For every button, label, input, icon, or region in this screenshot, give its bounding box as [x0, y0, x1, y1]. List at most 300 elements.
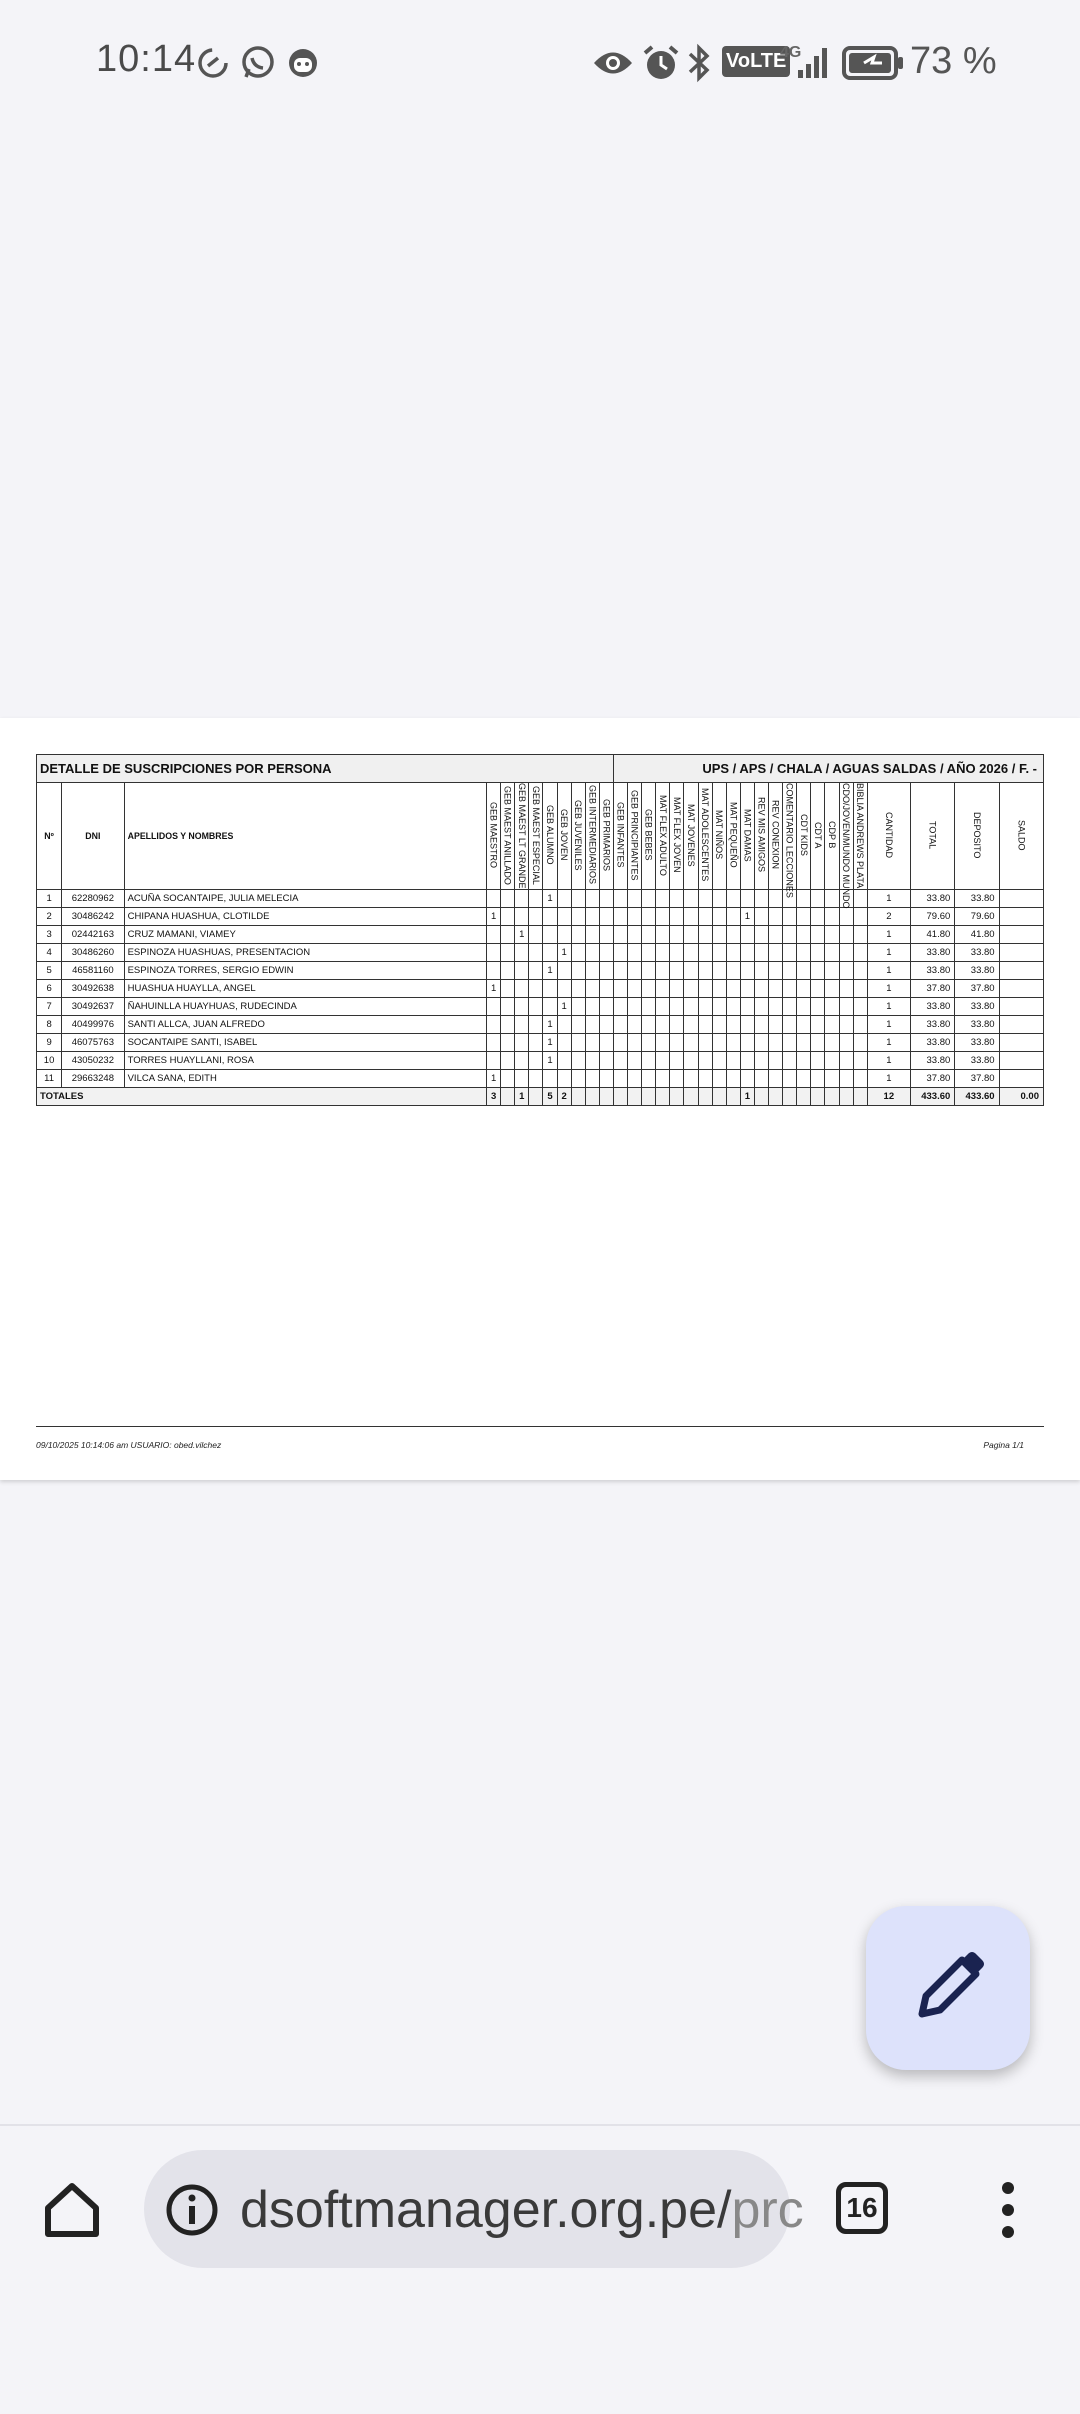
- row-mark: [783, 962, 797, 980]
- row-mark: [769, 1016, 783, 1034]
- totals-mark: [501, 1088, 515, 1106]
- browser-toolbar: [0, 2124, 1080, 2414]
- row-mark: [797, 1070, 811, 1088]
- header-name: APELLIDOS Y NOMBRES: [124, 783, 486, 890]
- bluetooth-icon: [686, 44, 712, 82]
- row-mark: [811, 890, 825, 908]
- row-mark: [726, 1070, 740, 1088]
- row-mark: 1: [543, 1016, 557, 1034]
- footer-divider: [36, 1426, 1044, 1427]
- row-mark: [825, 998, 839, 1016]
- table-row: [37, 908, 1044, 926]
- header-col: [740, 783, 754, 890]
- row-deposito: 33.80: [955, 962, 999, 980]
- table-row: [37, 944, 1044, 962]
- row-cantidad: 1: [867, 962, 910, 980]
- row-name: TORRES HUAYLLANI, ROSA: [124, 1052, 486, 1070]
- report-title: DETALLE DE SUSCRIPCIONES POR PERSONA: [37, 755, 614, 783]
- header-col-label: CDT A: [812, 821, 823, 849]
- row-total: 33.80: [910, 1052, 954, 1070]
- clock: 10:14: [96, 38, 197, 80]
- row-mark: [642, 998, 656, 1016]
- header-col: [557, 783, 571, 890]
- url-rest: prc: [731, 2181, 804, 2239]
- header-col-label: GEB MAEST ANILLADO: [502, 785, 513, 885]
- header-col-label: GEB MAESTRO: [488, 801, 499, 868]
- header-col: [684, 783, 698, 890]
- row-cantidad: 2: [867, 908, 910, 926]
- row-mark: [839, 1070, 853, 1088]
- row-mark: [726, 926, 740, 944]
- row-mark: [501, 1070, 515, 1088]
- row-mark: 1: [543, 1034, 557, 1052]
- row-mark: [797, 908, 811, 926]
- row-deposito: 37.80: [955, 980, 999, 998]
- header-col: [642, 783, 656, 890]
- header-col: [628, 783, 642, 890]
- row-mark: [797, 1016, 811, 1034]
- header-deposito-label: DEPOSITO: [971, 811, 982, 859]
- row-mark: [656, 980, 670, 998]
- row-dni: 02442163: [62, 926, 124, 944]
- row-mark: [529, 908, 543, 926]
- row-dni: 62280962: [62, 890, 124, 908]
- totals-mark: 1: [740, 1088, 754, 1106]
- row-mark: [571, 962, 585, 980]
- site-info-icon[interactable]: [164, 2182, 220, 2238]
- row-mark: [614, 944, 628, 962]
- row-mark: [754, 1016, 768, 1034]
- row-mark: [698, 926, 712, 944]
- row-mark: [642, 944, 656, 962]
- row-mark: [642, 1016, 656, 1034]
- row-mark: [571, 944, 585, 962]
- row-mark: [614, 926, 628, 944]
- row-mark: [839, 1034, 853, 1052]
- row-mark: [684, 980, 698, 998]
- row-mark: [585, 1070, 599, 1088]
- row-mark: [515, 1016, 529, 1034]
- header-col-label: MAT PEQUEÑO: [728, 802, 739, 868]
- address-bar[interactable]: [144, 2150, 804, 2268]
- row-mark: [501, 962, 515, 980]
- header-cantidad: [867, 783, 910, 890]
- row-mark: [529, 1034, 543, 1052]
- row-mark: [501, 926, 515, 944]
- header-col-label: MAT DAMAS: [742, 808, 753, 862]
- row-mark: [501, 944, 515, 962]
- header-num: Nº: [37, 783, 62, 890]
- row-mark: [853, 1016, 867, 1034]
- row-cantidad: 1: [867, 926, 910, 944]
- row-mark: [783, 1034, 797, 1052]
- row-mark: [614, 962, 628, 980]
- row-mark: [585, 890, 599, 908]
- row-mark: [501, 1052, 515, 1070]
- header-col: [853, 783, 867, 890]
- row-mark: [656, 890, 670, 908]
- row-mark: [726, 944, 740, 962]
- totals-mark: [853, 1088, 867, 1106]
- more-menu-icon[interactable]: [990, 2178, 1026, 2242]
- row-mark: [853, 1034, 867, 1052]
- row-mark: [754, 926, 768, 944]
- row-name: CHIPANA HUASHUA, CLOTILDE: [124, 908, 486, 926]
- row-mark: [656, 1052, 670, 1070]
- row-name: ESPINOZA HUASHUAS, PRESENTACION: [124, 944, 486, 962]
- row-mark: [656, 1070, 670, 1088]
- header-deposito: [955, 783, 999, 890]
- row-mark: [698, 1016, 712, 1034]
- header-col: [501, 783, 515, 890]
- row-name: CRUZ MAMANI, VIAMEY: [124, 926, 486, 944]
- header-col-label: GEB INFANTES: [615, 802, 626, 868]
- row-mark: [853, 998, 867, 1016]
- row-total: 33.80: [910, 962, 954, 980]
- row-mark: 1: [543, 1052, 557, 1070]
- row-num: 11: [37, 1070, 62, 1088]
- row-mark: 1: [487, 908, 501, 926]
- row-mark: [571, 908, 585, 926]
- table-row: [37, 926, 1044, 944]
- row-mark: [754, 1034, 768, 1052]
- row-mark: [628, 890, 642, 908]
- header-col-label: GEB PRIMARIOS: [601, 798, 612, 871]
- row-mark: [670, 980, 684, 998]
- row-mark: [670, 908, 684, 926]
- row-mark: [557, 962, 571, 980]
- row-mark: [769, 1070, 783, 1088]
- row-mark: [529, 944, 543, 962]
- row-mark: [571, 998, 585, 1016]
- row-total: 33.80: [910, 1034, 954, 1052]
- row-mark: [515, 1052, 529, 1070]
- url-text[interactable]: [240, 2180, 804, 2240]
- header-col: [656, 783, 670, 890]
- row-mark: [529, 998, 543, 1016]
- row-mark: [825, 926, 839, 944]
- row-mark: [571, 980, 585, 998]
- row-mark: [839, 962, 853, 980]
- row-mark: [769, 1052, 783, 1070]
- row-saldo: [999, 944, 1043, 962]
- row-mark: [740, 944, 754, 962]
- totals-saldo: 0.00: [999, 1088, 1043, 1106]
- row-mark: [599, 944, 613, 962]
- row-mark: [754, 962, 768, 980]
- totals-mark: [712, 1088, 726, 1106]
- row-mark: [614, 1052, 628, 1070]
- totals-mark: [769, 1088, 783, 1106]
- row-mark: [783, 908, 797, 926]
- row-mark: [670, 1070, 684, 1088]
- row-deposito: 33.80: [955, 1034, 999, 1052]
- header-col: [726, 783, 740, 890]
- row-mark: [599, 1034, 613, 1052]
- row-mark: [769, 1034, 783, 1052]
- header-saldo-label: SALDO: [1016, 819, 1027, 851]
- face-icon: [286, 46, 320, 80]
- row-mark: [656, 944, 670, 962]
- row-mark: [628, 962, 642, 980]
- totals-mark: [783, 1088, 797, 1106]
- row-total: 33.80: [910, 944, 954, 962]
- row-mark: [599, 926, 613, 944]
- row-mark: [515, 980, 529, 998]
- row-mark: [769, 926, 783, 944]
- row-mark: [599, 1070, 613, 1088]
- row-mark: [797, 890, 811, 908]
- row-mark: [515, 998, 529, 1016]
- row-mark: [670, 998, 684, 1016]
- row-mark: 1: [740, 908, 754, 926]
- row-dni: 30486260: [62, 944, 124, 962]
- row-mark: [515, 1070, 529, 1088]
- row-mark: [726, 1034, 740, 1052]
- row-mark: [783, 1016, 797, 1034]
- row-mark: [797, 980, 811, 998]
- header-col: [754, 783, 768, 890]
- row-mark: [628, 1070, 642, 1088]
- row-mark: [571, 1034, 585, 1052]
- row-mark: [642, 1070, 656, 1088]
- row-mark: [585, 944, 599, 962]
- row-dni: 40499976: [62, 1016, 124, 1034]
- row-mark: [726, 998, 740, 1016]
- row-mark: [487, 1034, 501, 1052]
- row-mark: [684, 998, 698, 1016]
- totals-mark: [571, 1088, 585, 1106]
- header-col: [529, 783, 543, 890]
- row-mark: [726, 1016, 740, 1034]
- row-mark: [585, 908, 599, 926]
- totals-mark: 3: [487, 1088, 501, 1106]
- row-mark: [599, 1016, 613, 1034]
- row-dni: 30492637: [62, 998, 124, 1016]
- row-mark: [698, 1052, 712, 1070]
- header-col-label: REV MIS AMIGOS: [756, 797, 767, 873]
- row-mark: [628, 980, 642, 998]
- totals-row: [37, 1088, 1044, 1106]
- totals-mark: [642, 1088, 656, 1106]
- row-mark: [769, 908, 783, 926]
- row-num: 5: [37, 962, 62, 980]
- volte-badge: VoLTE: [722, 46, 790, 77]
- row-mark: [656, 998, 670, 1016]
- row-mark: [811, 1016, 825, 1034]
- row-mark: [529, 926, 543, 944]
- header-col: [599, 783, 613, 890]
- row-mark: [754, 998, 768, 1016]
- row-mark: [783, 1052, 797, 1070]
- tab-switcher-button[interactable]: 16: [836, 2182, 888, 2234]
- row-cantidad: 1: [867, 890, 910, 908]
- row-mark: [839, 908, 853, 926]
- row-mark: [670, 890, 684, 908]
- totals-mark: [754, 1088, 768, 1106]
- row-mark: [501, 890, 515, 908]
- header-col-label: GEB INTERMEDIARIOS: [587, 785, 598, 885]
- row-mark: [825, 1070, 839, 1088]
- row-mark: 1: [557, 998, 571, 1016]
- row-mark: [614, 890, 628, 908]
- header-col: [811, 783, 825, 890]
- row-num: 6: [37, 980, 62, 998]
- row-dni: 29663248: [62, 1070, 124, 1088]
- row-mark: [529, 890, 543, 908]
- row-mark: [712, 998, 726, 1016]
- eye-icon: [592, 48, 634, 78]
- network-type: 4G: [780, 44, 802, 61]
- row-mark: [599, 980, 613, 998]
- row-mark: [628, 1016, 642, 1034]
- header-total: [910, 783, 954, 890]
- row-mark: [614, 1034, 628, 1052]
- row-mark: [783, 926, 797, 944]
- row-mark: [811, 1052, 825, 1070]
- row-num: 9: [37, 1034, 62, 1052]
- row-cantidad: 1: [867, 980, 910, 998]
- row-mark: [501, 908, 515, 926]
- row-mark: [825, 1016, 839, 1034]
- row-mark: [712, 926, 726, 944]
- header-col: [797, 783, 811, 890]
- battery-percent: 73 %: [910, 40, 997, 82]
- row-mark: [740, 980, 754, 998]
- row-mark: [712, 962, 726, 980]
- row-mark: [614, 908, 628, 926]
- row-mark: [642, 980, 656, 998]
- row-mark: [853, 890, 867, 908]
- edit-button[interactable]: [866, 1906, 1030, 2070]
- row-deposito: 37.80: [955, 1070, 999, 1088]
- row-mark: [585, 998, 599, 1016]
- row-cantidad: 1: [867, 944, 910, 962]
- totals-mark: [628, 1088, 642, 1106]
- row-mark: [853, 980, 867, 998]
- row-mark: 1: [543, 890, 557, 908]
- row-mark: [698, 980, 712, 998]
- header-col-label: CDP B: [826, 821, 837, 849]
- row-mark: [740, 1016, 754, 1034]
- header-col: [712, 783, 726, 890]
- row-num: 10: [37, 1052, 62, 1070]
- row-mark: [501, 1016, 515, 1034]
- row-mark: [487, 944, 501, 962]
- row-mark: [628, 1034, 642, 1052]
- totals-label: TOTALES: [37, 1088, 487, 1106]
- row-mark: [543, 998, 557, 1016]
- row-mark: [670, 962, 684, 980]
- row-mark: [642, 890, 656, 908]
- row-mark: [839, 980, 853, 998]
- row-saldo: [999, 980, 1043, 998]
- row-name: HUASHUA HUAYLLA, ANGEL: [124, 980, 486, 998]
- row-mark: [543, 908, 557, 926]
- row-mark: [529, 1070, 543, 1088]
- totals-cantidad: 12: [867, 1088, 910, 1106]
- row-mark: [825, 908, 839, 926]
- totals-mark: [811, 1088, 825, 1106]
- row-mark: [712, 944, 726, 962]
- row-num: 1: [37, 890, 62, 908]
- row-total: 41.80: [910, 926, 954, 944]
- row-mark: [853, 962, 867, 980]
- row-mark: [797, 962, 811, 980]
- row-dni: 30492638: [62, 980, 124, 998]
- totals-mark: [670, 1088, 684, 1106]
- row-mark: [726, 890, 740, 908]
- totals-mark: 5: [543, 1088, 557, 1106]
- home-icon[interactable]: [40, 2178, 104, 2242]
- row-mark: [684, 1070, 698, 1088]
- row-mark: [670, 1016, 684, 1034]
- table-row: [37, 962, 1044, 980]
- row-mark: [698, 908, 712, 926]
- pencil-icon: [866, 1906, 1030, 2070]
- row-cantidad: 1: [867, 998, 910, 1016]
- row-mark: [557, 1052, 571, 1070]
- row-name: SANTI ALLCA, JUAN ALFREDO: [124, 1016, 486, 1034]
- pdf-page: [0, 718, 1080, 1480]
- table-row: [37, 998, 1044, 1016]
- whatsapp-icon: [240, 45, 276, 81]
- header-col: [839, 783, 853, 909]
- row-mark: [656, 1016, 670, 1034]
- row-mark: [628, 1052, 642, 1070]
- row-deposito: 41.80: [955, 926, 999, 944]
- totals-mark: [529, 1088, 543, 1106]
- row-mark: [754, 1070, 768, 1088]
- row-mark: [515, 890, 529, 908]
- row-dni: 46581160: [62, 962, 124, 980]
- row-mark: [670, 944, 684, 962]
- header-col-label: BIBLIA ANDREWS PLATA: [855, 783, 866, 889]
- row-mark: [599, 1052, 613, 1070]
- row-mark: [614, 980, 628, 998]
- row-mark: [599, 890, 613, 908]
- row-saldo: [999, 1034, 1043, 1052]
- row-mark: [769, 962, 783, 980]
- row-mark: [571, 890, 585, 908]
- row-mark: [543, 1070, 557, 1088]
- battery-icon: [842, 46, 904, 80]
- row-mark: [599, 908, 613, 926]
- row-mark: [726, 1052, 740, 1070]
- report-subtitle: UPS / APS / CHALA / AGUAS SALDAS / AÑO 2026 / F. -: [614, 755, 1044, 783]
- header-col: [571, 783, 585, 890]
- header-col-label: GEB MAEST ESPECIAL: [530, 785, 541, 885]
- alarm-icon: [642, 44, 680, 82]
- row-mark: [783, 1070, 797, 1088]
- row-mark: [599, 998, 613, 1016]
- row-num: 4: [37, 944, 62, 962]
- row-mark: [515, 908, 529, 926]
- row-mark: [585, 980, 599, 998]
- row-mark: [712, 908, 726, 926]
- row-mark: [825, 890, 839, 908]
- row-mark: [839, 1052, 853, 1070]
- header-col-label: CDO/JOVEN/MUNDO MUNDO: [841, 783, 852, 909]
- row-mark: [656, 926, 670, 944]
- row-mark: [501, 1034, 515, 1052]
- table-row: [37, 1034, 1044, 1052]
- row-mark: [571, 1052, 585, 1070]
- row-mark: [740, 1034, 754, 1052]
- header-col: [585, 783, 599, 890]
- row-mark: [571, 1070, 585, 1088]
- totals-mark: 1: [515, 1088, 529, 1106]
